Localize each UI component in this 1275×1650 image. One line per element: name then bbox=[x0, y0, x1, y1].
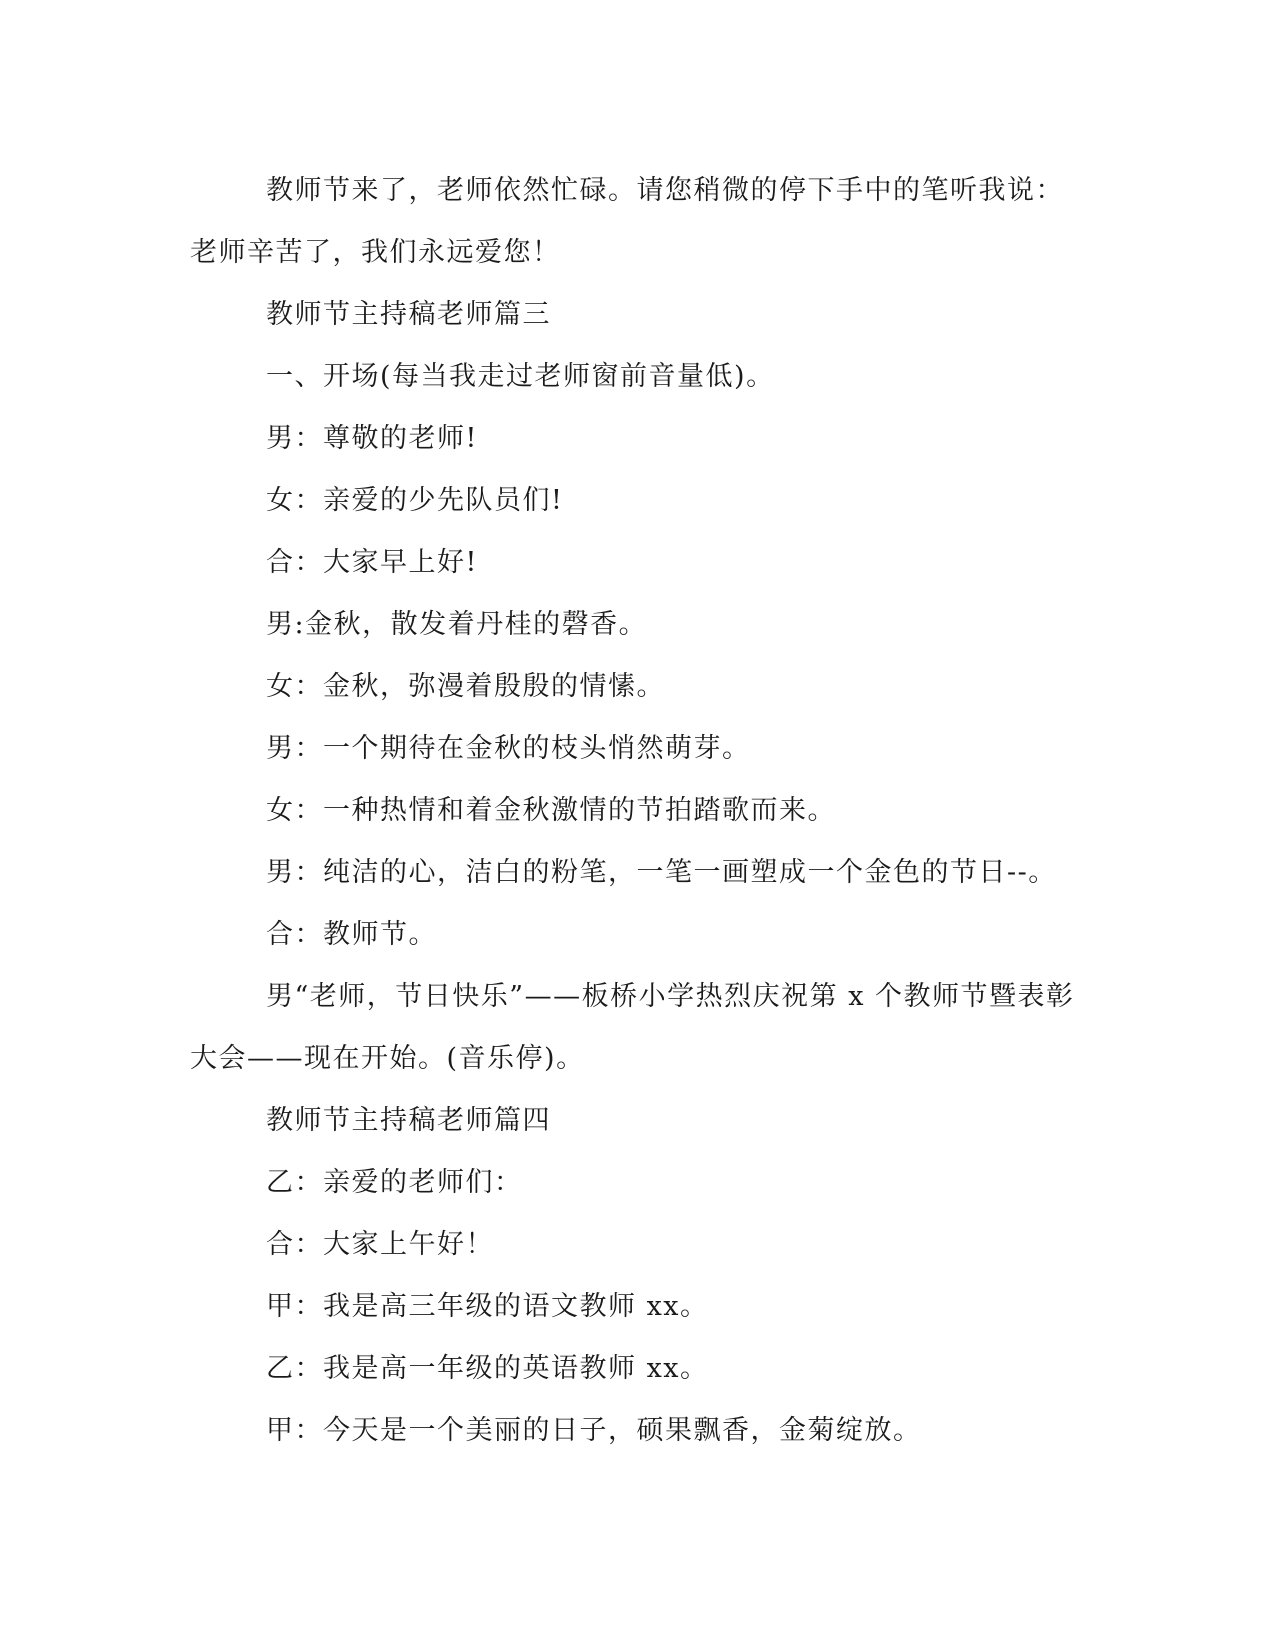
dialogue-line: 合：大家上午好！ bbox=[266, 1229, 494, 1260]
dialogue-line: 合：大家早上好! bbox=[266, 547, 478, 578]
dialogue-line: 女：一种热情和着金秋激情的节拍踏歌而来。 bbox=[266, 795, 836, 826]
dialogue-line: 男：纯洁的心，洁白的粉笔，一笔一画塑成一个金色的节日--。 bbox=[266, 857, 1057, 888]
paragraph: 教师节来了，老师依然忙碌。请您稍微的停下手中的笔听我说：老师辛苦了，我们永远爱您！ bbox=[190, 175, 1064, 268]
dialogue-line: 男“老师，节日快乐”——板桥小学热烈庆祝第 x 个教师节暨表彰大会——现在开始。(音乐停)。 bbox=[190, 981, 1075, 1074]
section-heading: 教师节主持稿老师篇四 bbox=[266, 1105, 551, 1136]
dialogue-line: 男：一个期待在金秋的枝头悄然萌芽。 bbox=[266, 733, 751, 764]
dialogue-line: 乙：我是高一年级的英语教师 xx。 bbox=[266, 1353, 709, 1384]
dialogue-line: 男：尊敬的老师! bbox=[266, 423, 478, 454]
dialogue-line: 女：金秋，弥漫着殷殷的情愫。 bbox=[266, 671, 665, 702]
dialogue-line: 乙：亲爱的老师们： bbox=[266, 1167, 523, 1198]
dialogue-line: 合：教师节。 bbox=[266, 919, 437, 950]
dialogue-line: 甲：今天是一个美丽的日子，硕果飘香，金菊绽放。 bbox=[266, 1415, 922, 1446]
paragraph: 一、开场(每当我走过老师窗前音量低)。 bbox=[266, 361, 775, 392]
document-body bbox=[190, 160, 1080, 1462]
dialogue-line: 女：亲爱的少先队员们! bbox=[266, 485, 564, 516]
section-heading: 教师节主持稿老师篇三 bbox=[266, 299, 551, 330]
dialogue-line: 男:金秋，散发着丹桂的磬香。 bbox=[266, 609, 648, 640]
dialogue-line: 甲：我是高三年级的语文教师 xx。 bbox=[266, 1291, 709, 1322]
